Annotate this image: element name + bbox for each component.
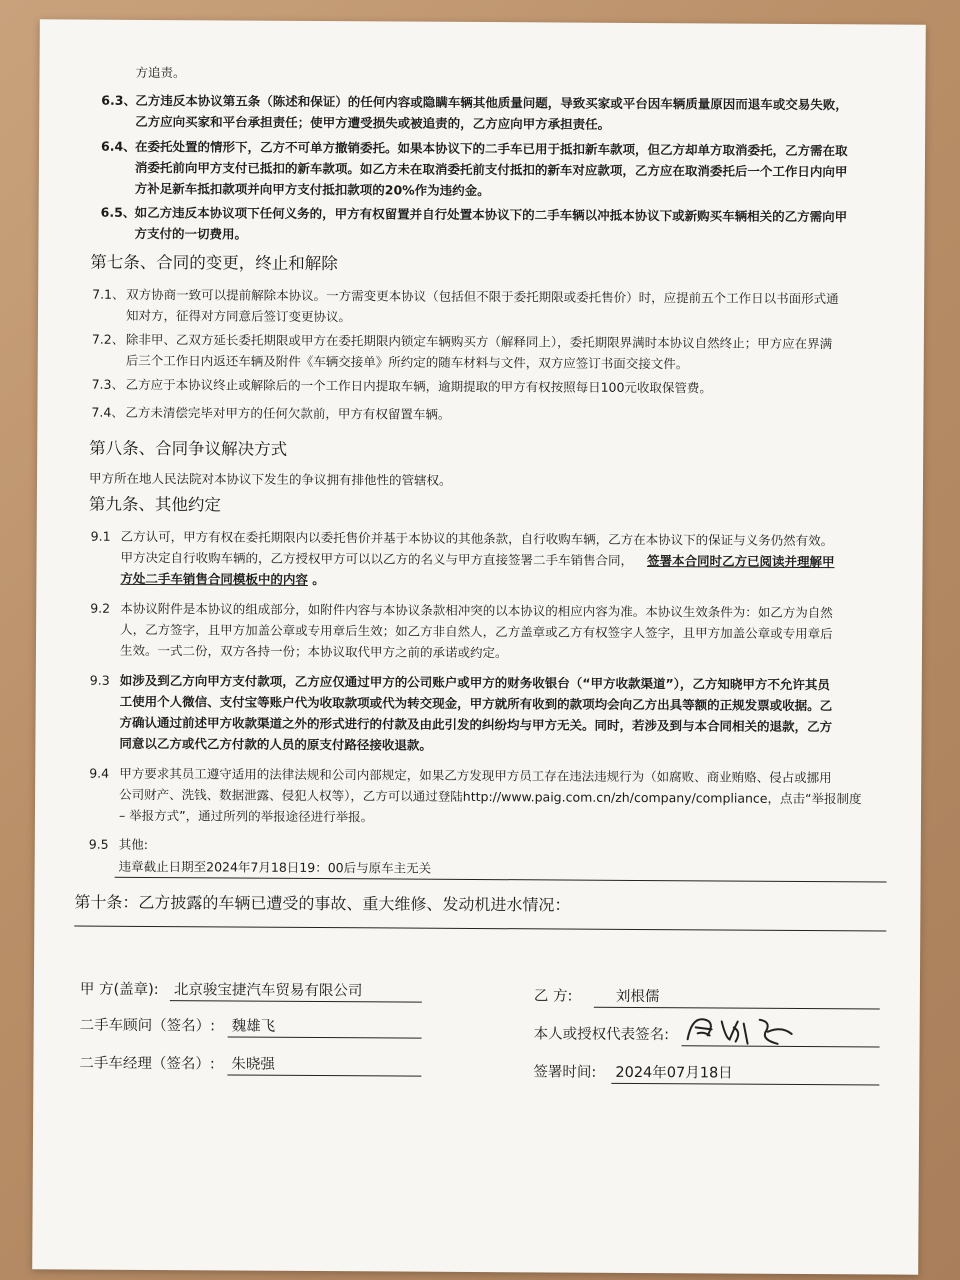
- article-10-line-1: [74, 926, 886, 932]
- clause-6-3-number: 6.3、: [101, 92, 137, 108]
- clause-7-1-number: 7.1、: [92, 286, 125, 302]
- clause-9-1-line-1: 乙方认可，甲方有权在委托期限内以委托售价并基于本协议的其他条款，自行收购车辆，乙方在本协议下的保证与义务仍然有效。: [120, 528, 834, 549]
- manager-label: 二手车经理（签名）:: [79, 1055, 215, 1073]
- clause-9-2-number: 9.2: [90, 600, 111, 616]
- clause-9-1-line-2-plain: 甲方决定自行收购车辆的，乙方授权甲方可以以乙方的名义与甲方直接签署二手车销售合同，: [120, 549, 634, 568]
- clause-9-3-line-1: 如涉及到乙方向甲方支付款项，乙方应仅通过甲方的公司账户或甲方的财务收银台（“甲方收款渠道”），乙方知晓甲方不允许其员: [119, 672, 831, 693]
- clause-7-4-number: 7.4、: [91, 404, 124, 420]
- clause-9-1-line-3: [120, 568, 325, 590]
- clause-9-4-line-2: 公司财产、洗钱、数据泄露、侵犯人权等），乙方可以通过登陆http://www.paig.com.cn/zh/company/compliance，点击“举报制度: [119, 786, 862, 807]
- article-10-title: 第十条：乙方披露的车辆已遭受的事故、重大维修、发动机进水情况：: [74, 892, 571, 915]
- clause-7-4-line-1: 乙方未清偿完毕对甲方的任何欠款前，甲方有权留置车辆。: [125, 404, 451, 422]
- date-value: 2024年07月18日: [615, 1064, 733, 1082]
- article-9-title: 第九条、其他约定: [88, 494, 221, 515]
- clause-7-1-line-1: 双方协商一致可以提前解除本协议。一方需变更本协议（包括但不限于委托期限或委托售价）时，应提前五个工作日以书面形式通: [126, 286, 839, 307]
- clause-6-5-number: 6.5、: [100, 204, 136, 220]
- clause-9-5-underline: [115, 877, 887, 883]
- party-b-label: 乙 方:: [533, 988, 573, 1005]
- advisor-label: 二手车顾问（签名）:: [79, 1017, 216, 1035]
- clause-9-3-number: 9.3: [89, 672, 110, 688]
- clause-9-4-line-3: – 举报方式”，通过所列的举报途径进行举报。: [118, 807, 374, 825]
- clause-6-5-line-1: 如乙方违反本协议项下任何义务的，甲方有权留置并自行处置本协议下的二手车辆以冲抵本协议下或新购买车辆相关的乙方需向甲: [134, 204, 848, 225]
- party-a-underline: [170, 1000, 422, 1003]
- clause-6-3-line-2: 乙方应向买家和平台承担责任；使甲方遭受损失或被追责的，乙方应向甲方承担责任。: [135, 113, 611, 132]
- clause-9-4-number: 9.4: [89, 765, 110, 781]
- clause-9-3-line-2: 工使用个人微信、支付宝等账户代为收取款项或代为转交现金，甲方就所有收到的款项均会向乙方出具等额的正规发票或收据。乙: [119, 693, 833, 714]
- clause-9-1-number: 9.1: [90, 528, 111, 544]
- party-a-label: 甲 方(盖章):: [79, 981, 159, 999]
- clause-9-5-filled-text: 违章截止日期至2024年7月18日19：00后与原车主无关: [118, 858, 432, 876]
- manager-value: 朱晓强: [231, 1056, 275, 1073]
- clause-7-1-line-2: 知对方，征得对方同意后签订变更协议。: [125, 307, 352, 325]
- article-7-title: 第七条、合同的变更，终止和解除: [90, 252, 338, 274]
- clause-7-2-line-1: 除非甲、乙双方延长委托期限或甲方在委托期限内锁定车辆购买方（解释同上），委托期限界满时本协议自然终止；甲方应在界满: [125, 331, 833, 352]
- clause-6-4-number: 6.4、: [101, 138, 136, 154]
- clause-7-3-number: 7.3、: [91, 376, 125, 392]
- clause-6-4-line-1: 在委托处置的情形下，乙方不可单方撤销委托。如果本协议下的二手车已用于抵扣新车款项，但乙方却单方取消委托，乙方需在取: [135, 138, 848, 159]
- clause-9-2-line-1: 本协议附件是本协议的组成部分，如附件内容与本协议条款相冲突的以本协议的相应内容为准。本协议生效条件为：如乙方为自然: [120, 600, 833, 621]
- party-a-value: 北京骏宝捷汽车贸易有限公司: [173, 982, 363, 1000]
- handwritten-signature: [682, 1009, 812, 1050]
- date-underline: [611, 1083, 879, 1086]
- intro-tail: 方追责。: [135, 64, 186, 81]
- clause-9-4-line-1: 甲方要求其员工遵守适用的法律法规和公司内部规定，如果乙方发现甲方员工存在违法违规行为（如腐败、商业贿赂、侵占或挪用: [119, 765, 832, 786]
- date-label: 签署时间:: [533, 1064, 597, 1081]
- advisor-value: 魏雄飞: [231, 1018, 276, 1035]
- article-8-text: 甲方所在地人民法院对本协议下发生的争议拥有排他性的管辖权。: [88, 470, 452, 488]
- clause-9-5-number: 9.5: [88, 836, 109, 852]
- clause-9-2-line-2: 人，乙方签字，且甲方加盖公章或专用章后生效；如乙方非自然人，乙方盖章或乙方有权签字人签字，且甲方加盖公章或专用章后: [120, 621, 833, 642]
- clause-6-3-line-1: 乙方违反本协议第五条（陈述和保证）的任何内容或隐瞒车辆其他质量问题，导致买家或平台因车辆质量原因而退车或交易失败，: [135, 92, 848, 113]
- clause-9-2-line-3: 生效。一式二份，双方各持一份；本协议取代甲方之前的承诺或约定。: [119, 642, 508, 661]
- clause-9-1-line-3-end: 。: [312, 571, 325, 588]
- manager-underline: [227, 1074, 421, 1076]
- clause-7-2-number: 7.2、: [91, 331, 125, 347]
- clause-6-4-line-2: 消委托前向甲方支付已抵扣的新车款项。如乙方未在取消委托前支付抵扣的新车对应款项，乙方应在取消委托后一个工作日内向甲: [134, 159, 848, 180]
- advisor-underline: [228, 1036, 422, 1038]
- clause-9-3-line-4: 同意以乙方或代乙方付款的人员的原支付路径接收退款。: [119, 735, 432, 753]
- clause-6-5-line-2: 方支付的一切费用。: [134, 225, 248, 242]
- article-8-title: 第八条、合同争议解决方式: [89, 438, 288, 459]
- contract-page: [32, 19, 926, 1274]
- clause-9-1-line-3-emphasis: 方处二手车销售合同模板中的内容: [120, 570, 308, 587]
- clause-6-4-line-3: 方补足新车抵扣款项并向甲方支付抵扣款项的20%作为违约金。: [134, 180, 490, 199]
- representative-label: 本人或授权代表签名:: [533, 1026, 670, 1044]
- party-b-value: 刘根儒: [615, 988, 660, 1006]
- clause-7-2-line-2: 后三个工作日内返还车辆及附件《车辆交接单》所约定的随车材料与文件，双方应签订书面交接文件。: [125, 352, 689, 372]
- clause-7-3-line-1: 乙方应于本协议终止或解除后的一个工作日内提取车辆，逾期提取的甲方有权按照每日100元收取保管费。: [125, 376, 713, 396]
- clause-9-1-line-2-emphasis: 签署本合同时乙方已阅读并理解甲: [646, 553, 835, 570]
- clause-9-5-label: 其他:: [118, 836, 149, 852]
- clause-9-3-line-3: 方确认通过前述甲方收款渠道之外的形式进行的付款及由此引发的纠纷均与甲方无关。同时，若涉及到与本合同相关的退款，乙方: [119, 714, 833, 735]
